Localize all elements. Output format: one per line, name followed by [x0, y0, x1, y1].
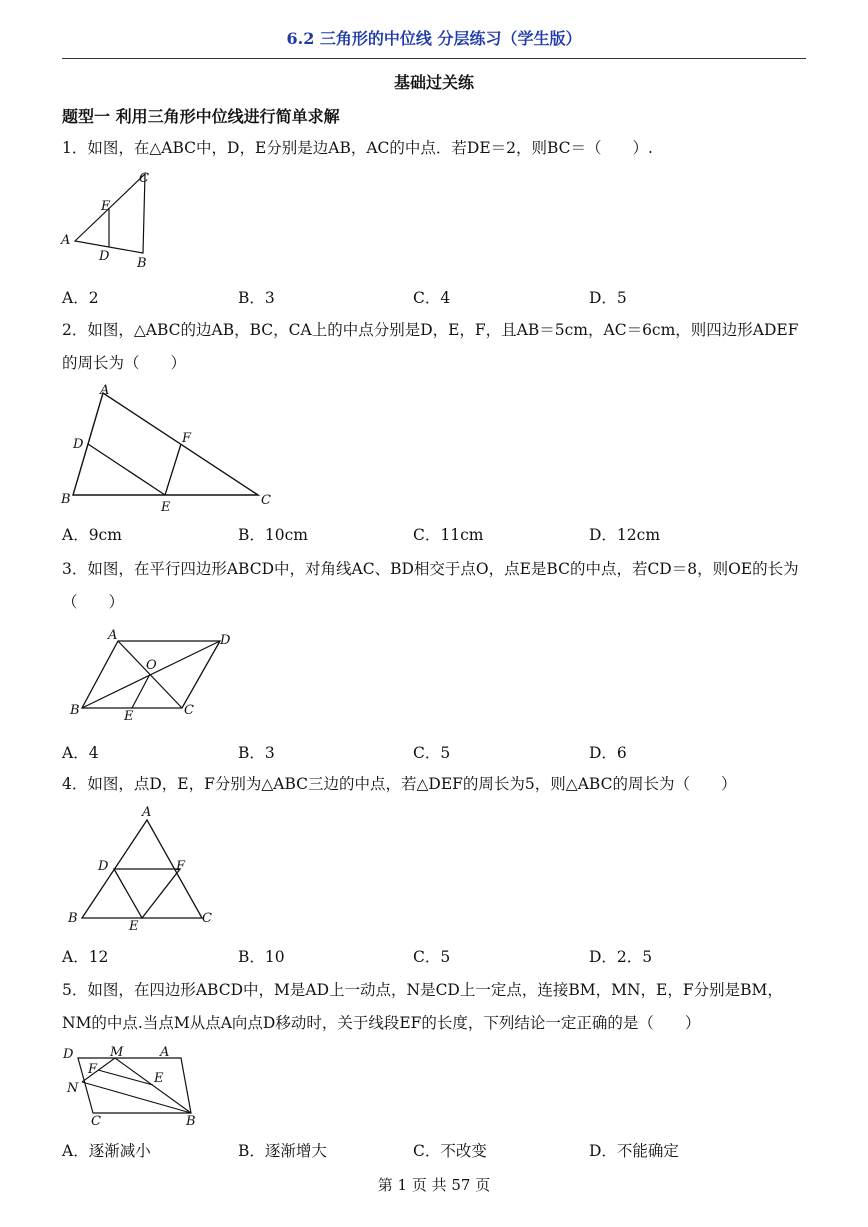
fig4-label-b: B [68, 911, 78, 926]
option-b[interactable]: B．逐渐增大 [238, 1142, 327, 1160]
fig5-label-b: B [186, 1114, 196, 1128]
document-header: 6.2 三角形的中位线 分层练习（学生版） [286, 29, 582, 48]
fig3-label-e: E [124, 709, 134, 724]
fig1-label-e: E [101, 199, 111, 214]
option-a[interactable]: A．4 [62, 744, 99, 762]
fig5-label-f: F [88, 1062, 98, 1077]
fig3-label-b: B [70, 703, 80, 718]
question-1-options [62, 286, 806, 310]
option-d[interactable]: D．5 [589, 289, 627, 307]
fig5-label-e: E [154, 1071, 164, 1086]
option-d[interactable]: D．12cm [589, 526, 661, 544]
fig3-label-a: A [108, 628, 118, 643]
option-a[interactable]: A．9cm [62, 526, 122, 544]
header-divider [62, 58, 806, 59]
fig1-label-b: B [137, 256, 147, 271]
option-c[interactable]: C．5 [413, 948, 451, 966]
question-5-text: 5．如图，在四边形ABCD中，M是AD上一动点，N是CD上一定点，连接BM，MN，E，F分别是BM，NM的中点.当点M从点A向点D移动时，关于线段EF的长度，下列结论一定正确的是（ ） [62, 981, 783, 1032]
question-type-title: 题型一 利用三角形中位线进行简单求解 [62, 107, 340, 126]
question-2-text: 2．如图，△ABC的边AB，BC，CA上的中点分别是D，E，F，且AB＝5cm，AC＝6cm，则四边形ADEF的周长为（ ） [62, 321, 799, 372]
figure-3 [62, 626, 242, 724]
fig5-label-d: D [63, 1047, 74, 1062]
option-b[interactable]: B．10cm [238, 526, 308, 544]
option-c[interactable]: C．11cm [413, 526, 484, 544]
fig2-label-a: A [100, 383, 110, 398]
option-b[interactable]: B．3 [238, 289, 275, 307]
fig2-label-c: C [261, 493, 271, 508]
fig3-label-c: C [184, 703, 194, 718]
option-d[interactable]: D．6 [589, 744, 627, 762]
fig1-label-a: A [61, 233, 71, 248]
question-5-options [62, 1139, 806, 1163]
option-d[interactable]: D．不能确定 [589, 1142, 679, 1160]
figure-1 [55, 166, 175, 272]
option-a[interactable]: A．逐渐减小 [62, 1142, 151, 1160]
fig1-label-d: D [99, 249, 110, 264]
fig2-label-e: E [161, 500, 171, 515]
fig1-label-c: C [139, 171, 149, 186]
fig5-label-m: M [110, 1045, 124, 1060]
question-4-options [62, 945, 806, 969]
fig2-label-b: B [61, 492, 71, 507]
option-c[interactable]: C．4 [413, 289, 451, 307]
question-2-options [62, 523, 806, 547]
fig2-label-d: D [73, 437, 84, 452]
fig3-label-d: D [220, 633, 231, 648]
option-a[interactable]: A．2 [62, 289, 99, 307]
fig5-label-a: A [160, 1045, 170, 1060]
fig4-label-e: E [129, 919, 139, 934]
fig4-label-c: C [202, 911, 212, 926]
option-c[interactable]: C．5 [413, 744, 451, 762]
question-4-text: 4．如图，点D，E，F分别为△ABC三边的中点，若△DEF的周长为5，则△ABC的周长为（ ） [62, 775, 737, 793]
figure-2 [55, 380, 285, 516]
fig4-label-a: A [142, 805, 152, 820]
option-d[interactable]: D．2．5 [589, 948, 653, 966]
fig4-label-f: F [176, 859, 186, 874]
fig4-label-d: D [98, 859, 109, 874]
question-3-text: 3．如图，在平行四边形ABCD中，对角线AC、BD相交于点O，点E是BC的中点，若CD＝8，则OE的长为（ ） [62, 560, 799, 611]
option-b[interactable]: B．10 [238, 948, 285, 966]
question-1-text: 1．如图，在△ABC中，D，E分别是边AB，AC的中点．若DE＝2，则BC＝（ ）. [62, 139, 653, 157]
section-title: 基础过关练 [393, 73, 474, 92]
option-a[interactable]: A．12 [62, 948, 109, 966]
fig3-label-o: O [146, 658, 157, 673]
question-3-options [62, 741, 806, 765]
option-c[interactable]: C．不改变 [413, 1142, 487, 1160]
figure-5 [58, 1040, 208, 1128]
figure-4 [62, 802, 222, 936]
page-number-footer: 第 1 页 共 57 页 [377, 1176, 491, 1194]
fig2-label-f: F [182, 431, 192, 446]
fig5-label-n: N [67, 1081, 79, 1096]
fig5-label-c: C [91, 1114, 101, 1128]
option-b[interactable]: B．3 [238, 744, 275, 762]
